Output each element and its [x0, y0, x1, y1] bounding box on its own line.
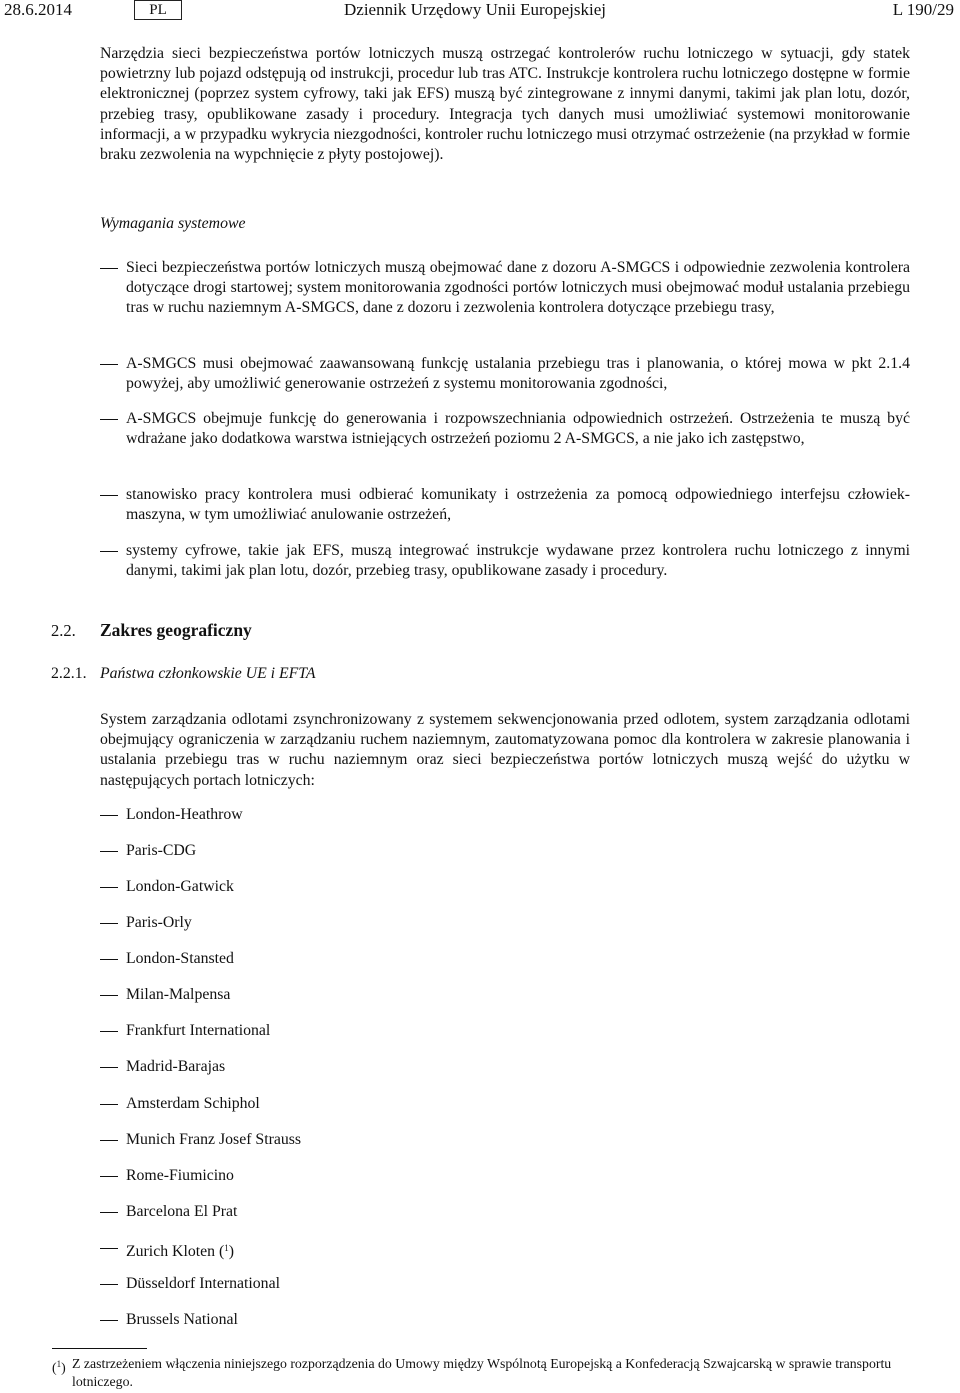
airport-item — [100, 985, 230, 1005]
footnote-ref-close: ) — [228, 1243, 235, 1260]
airport-name: Zurich Kloten ( — [126, 1243, 225, 1260]
footnote-mark — [52, 1355, 66, 1377]
airport-name: Barcelona El Prat — [126, 1203, 238, 1220]
requirement-item — [100, 258, 910, 319]
airport-name: London-Stansted — [126, 950, 234, 967]
airport-name: Madrid-Barajas — [126, 1058, 226, 1075]
subsection-title: Państwa członkowskie UE i EFTA — [100, 665, 316, 682]
dash-icon — [100, 364, 118, 365]
footnote-number: 1 — [56, 1359, 62, 1369]
dash-icon — [100, 495, 118, 496]
dash-icon — [100, 1067, 118, 1068]
requirement-text: Sieci bezpieczeństwa portów lotniczych muszą obejmować dane z dozoru A-SMGCS i odpowiednie zezwolenia kontrolera dotyczące drogi startowej; system monitorowania zgodności portów lotniczych musi obejmować moduł ustalania przebiegu tras w ruchu naziemnym A-SMGCS, dane z dozoru i zezwolenia kontrolera dotyczące przebiegu trasy, — [126, 259, 910, 317]
airport-item — [100, 1094, 260, 1114]
requirement-item — [100, 354, 910, 394]
requirement-text: A-SMGCS obejmuje funkcję do generowania i rozpowszechniania odpowiednich ostrzeżeń. Ostrzeżenia te muszą być wdrażane jako dodatkowa warstwa istniejących ostrzeżeń poziomu 2 A-SMGCS, a nie jako ich zastępstwo, — [126, 410, 910, 448]
dash-icon — [100, 851, 118, 852]
airport-item — [100, 1021, 270, 1041]
airport-name: Paris-CDG — [126, 842, 197, 859]
dash-icon — [100, 1104, 118, 1105]
journal-title: Dziennik Urzędowy Unii Europejskiej — [344, 0, 607, 19]
airport-name: Frankfurt International — [126, 1022, 271, 1039]
dash-icon — [100, 1031, 118, 1032]
dash-icon — [100, 1320, 118, 1321]
airport-item — [100, 1310, 238, 1330]
page-header — [0, 0, 960, 24]
footnote-text: Z zastrzeżeniem włączenia niniejszego rozporządzenia do Umowy między Wspólnotą Europejską a Konfederacją Szwajcarską w sprawie transportu lotniczego. — [72, 1356, 892, 1389]
requirement-item — [100, 409, 910, 449]
dash-icon — [100, 551, 118, 552]
dash-icon — [100, 268, 118, 269]
scope-paragraph: System zarządzania odlotami zsynchronizowany z systemem sekwencjonowania przed odlotem, system zarządzania odlotami obejmujący ograniczenia w zarządzaniu ruchem naziemnym, zautomatyzowana pomoc dla kontrolera w zakresie planowania i ustalania przebiegu tras w ruchu naziemnym oraz sieci bezpieczeństwa portów lotniczych muszą wejść do użytku w następujących portach lotniczych: — [100, 711, 910, 789]
footnote-ref[interactable]: 1 — [224, 1243, 229, 1253]
airport-item — [100, 949, 234, 969]
airport-item — [100, 1238, 234, 1262]
section-title: Zakres geograficzny — [100, 620, 252, 640]
airport-name: Düsseldorf International — [126, 1275, 280, 1292]
airport-item — [100, 913, 192, 933]
page-number: L 190/29 — [892, 0, 954, 19]
airport-item — [100, 805, 243, 825]
requirement-item — [100, 541, 910, 581]
requirement-text: A-SMGCS musi obejmować zaawansowaną funkcję ustalania przebiegu tras i planowania, o której mowa w pkt 2.1.4 powyżej, aby umożliwić generowanie ostrzeżeń z systemu monitorowania zgodności, — [126, 355, 910, 393]
airport-item — [100, 1166, 234, 1186]
requirement-text: systemy cyfrowe, takie jak EFS, muszą integrować instrukcje wydawane przez kontrolera ruchu lotniczego z innymi danymi, takimi jak plan lotu, dozór, przebieg trasy, opublikowane zasady i procedury. — [126, 542, 910, 580]
airport-name: London-Heathrow — [126, 806, 243, 823]
subsection-number: 2.2.1. — [51, 665, 87, 682]
airport-name: Amsterdam Schiphol — [126, 1095, 260, 1112]
dash-icon — [100, 1140, 118, 1141]
dash-icon — [100, 887, 118, 888]
language-badge: PL — [134, 0, 182, 20]
footnote-close-paren: ) — [61, 1360, 66, 1375]
airport-item — [100, 1202, 237, 1222]
requirement-item — [100, 485, 910, 525]
intro-paragraph: Narzędzia sieci bezpieczeństwa portów lotniczych muszą ostrzegać kontrolerów ruchu lotniczego w sytuacji, gdy statek powietrzny lub pojazd odstępują od instrukcji, procedur lub tras ATC. Instrukcje kontrolera ruchu lotniczego dostępne w formie elektronicznej (poprzez system cyfrowy, taki jak EFS) muszą być zintegrowane z innymi danymi, takimi jak plan lotu, dozór, przebieg trasy, opublikowane zasady i procedury. Integracja tych danych musi umożliwiać systemowi monitorowanie informacji, a w przypadku wykrycia niezgodności, kontroler ruchu lotniczego musi otrzymać ostrzeżenie (na przykład w formie braku zezwolenia na wypchnięcie z płyty postojowej). — [100, 45, 910, 164]
dash-icon — [100, 923, 118, 924]
dash-icon — [100, 1176, 118, 1177]
dash-icon — [100, 1284, 118, 1285]
dash-icon — [100, 1248, 118, 1249]
airport-name: Milan-Malpensa — [126, 986, 231, 1003]
airport-name-zurich — [126, 1243, 234, 1260]
airport-name: Munich Franz Josef Strauss — [126, 1131, 302, 1148]
airport-name: Paris-Orly — [126, 914, 192, 931]
footnote — [52, 1355, 912, 1391]
footnote-open-paren: ( — [52, 1360, 57, 1375]
airport-item — [100, 1057, 225, 1077]
dash-icon — [100, 815, 118, 816]
airport-name: London-Gatwick — [126, 878, 234, 895]
footnote-rule — [52, 1348, 147, 1349]
header-date: 28.6.2014 — [4, 0, 72, 19]
requirement-text: stanowisko pracy kontrolera musi odbierać komunikaty i ostrzeżenia za pomocą odpowiedniego interfejsu człowiek-maszyna, w tym umożliwiać anulowanie ostrzeżeń, — [126, 486, 910, 524]
airport-name: Rome-Fiumicino — [126, 1167, 234, 1184]
dash-icon — [100, 419, 118, 420]
airport-item — [100, 1274, 280, 1294]
dash-icon — [100, 959, 118, 960]
airport-item — [100, 1130, 301, 1150]
dash-icon — [100, 995, 118, 996]
dash-icon — [100, 1212, 118, 1213]
airport-name: Brussels National — [126, 1311, 238, 1328]
airport-item — [100, 841, 196, 861]
airport-item — [100, 877, 234, 897]
section-number: 2.2. — [51, 621, 76, 640]
system-requirements-heading: Wymagania systemowe — [100, 215, 246, 232]
